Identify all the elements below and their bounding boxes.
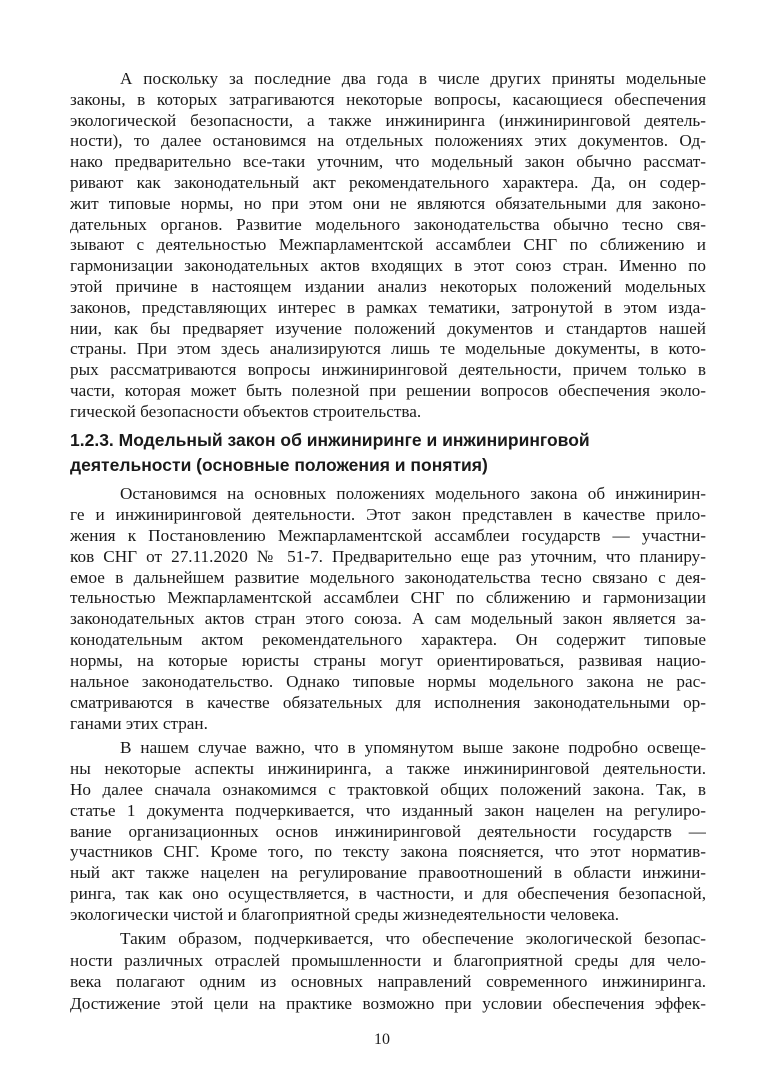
page-number: 10	[374, 1031, 390, 1048]
text-line: ков СНГ от 27.11.2020 № 51-7. Предварительно еще раз уточним, что планиру-	[70, 546, 706, 566]
text-line: экологической безопасности, а также инжиниринга (инжиниринговой деятель-	[70, 110, 706, 130]
text-line: ганами этих стран.	[70, 713, 208, 733]
text-line: страны. При этом здесь анализируются лишь те модельные документы, в кото-	[70, 339, 706, 359]
text-line: ге и инжиниринговой деятельности. Этот закон представлен в качестве прило-	[70, 504, 706, 524]
text-line: нальное законодательство. Однако типовые нормы модельного закона не рас-	[70, 672, 706, 692]
text-line: Остановимся на основных положениях модельного закона об инжинирин-	[120, 484, 706, 503]
text-line: законы, в которых затрагиваются некоторые вопросы, касающиеся обеспечения	[70, 89, 706, 109]
text-line: ринга, так как оно осуществляется, в частности, и для обеспечения безопасной,	[70, 884, 706, 904]
text-line: вание организационных основ инжиниринговой деятельности государств —	[70, 821, 706, 841]
text-line: В нашем случае важно, что в упомянутом выше законе подробно освеще-	[120, 738, 706, 757]
text-line: экологически чистой и благоприятной среды жизнедеятельности человека.	[70, 905, 620, 925]
heading-line: 1.2.3. Модельный закон об инжиниринге и инжиниринговой	[70, 430, 590, 450]
text-line: ны некоторые аспекты инжиниринга, а также инжиниринговой деятельности.	[70, 758, 706, 778]
text-line: части, которая может быть полезной при решении вопросов обеспечения эколо-	[70, 380, 706, 400]
text-line: законов, представляющих интерес в рамках тематики, затронутой в этом изда-	[70, 297, 706, 317]
text-line: этой причине в настоящем издании анализ некоторых положений модельных	[70, 276, 706, 296]
text-line: ный акт также нацелен на регулирование правоотношений в области инжини-	[70, 863, 706, 883]
text-line: гической безопасности объектов строительства.	[70, 401, 422, 421]
text-line: емое в дальнейшем развитие модельного законодательства тесно связано с дея-	[70, 567, 706, 587]
text-line: статье 1 документа подчеркивается, что изданный закон нацелен на регулиро-	[70, 800, 706, 820]
text-line: тельностью Межпарламентской ассамблеи СНГ по сближению и гармонизации	[70, 588, 706, 608]
text-line: Но далее сначала ознакомимся с трактовкой общих положений закона. Так, в	[70, 779, 706, 799]
paragraph	[70, 484, 706, 735]
text-line: жения к Постановлению Межпарламентской ассамблеи государств — участни-	[70, 525, 706, 545]
text-line: жит типовые нормы, но при этом они не являются обязательными для законо-	[70, 193, 706, 213]
text-line: рых рассматриваются вопросы инжиниринговой деятельности, причем только в	[70, 360, 706, 380]
text-line: зывают с деятельностью Межпарламентской ассамблеи СНГ по сближению и	[70, 235, 706, 255]
text-line: законодательных актов стран этого союза. А сам модельный закон является за-	[70, 609, 706, 629]
text-line: ности), то далее остановимся на отдельных положениях этих документов. Од-	[70, 131, 706, 151]
heading-line: деятельности (основные положения и понятия)	[70, 455, 488, 475]
text-line: А поскольку за последние два года в числе других приняты модельные	[120, 69, 706, 88]
section-heading	[70, 428, 706, 478]
text-line: нии, как бы предваряет изучение положений документов и стандартов нашей	[70, 318, 706, 338]
paragraph-intro	[70, 69, 706, 423]
paragraph	[70, 738, 706, 926]
text-line: нако предварительно все-таки уточним, что модельный закон обычно рассмат-	[70, 152, 706, 172]
text-line: гармонизации законодательных актов входящих в этот союз стран. Именно по	[70, 256, 706, 276]
text-line: сматриваются в качестве обязательных для исполнения законодательными ор-	[70, 692, 706, 712]
text-line: века полагают одним из основных направлений современного инжиниринга.	[70, 972, 706, 991]
text-line: дательных органов. Развитие модельного законодательства обычно тесно свя-	[70, 214, 706, 234]
paragraph	[70, 928, 706, 1014]
text-line: конодательным актом рекомендательного характера. Он содержит типовые	[70, 630, 706, 650]
text-line: Таким образом, подчеркивается, что обеспечение экологической безопас-	[120, 929, 706, 948]
text-line: нормы, на которые юристы страны могут ориентироваться, развивая нацио-	[70, 651, 706, 671]
text-line: участников СНГ. Кроме того, по тексту закона поясняется, что этот норматив-	[70, 842, 706, 862]
text-line: ривают как законодательный акт рекомендательного характера. Да, он содер-	[70, 172, 706, 192]
text-line: Достижение этой цели на практике возможно при условии обеспечения эффек-	[70, 993, 706, 1013]
text-line: ности различных отраслей промышленности и благоприятной среды для чело-	[70, 950, 706, 970]
